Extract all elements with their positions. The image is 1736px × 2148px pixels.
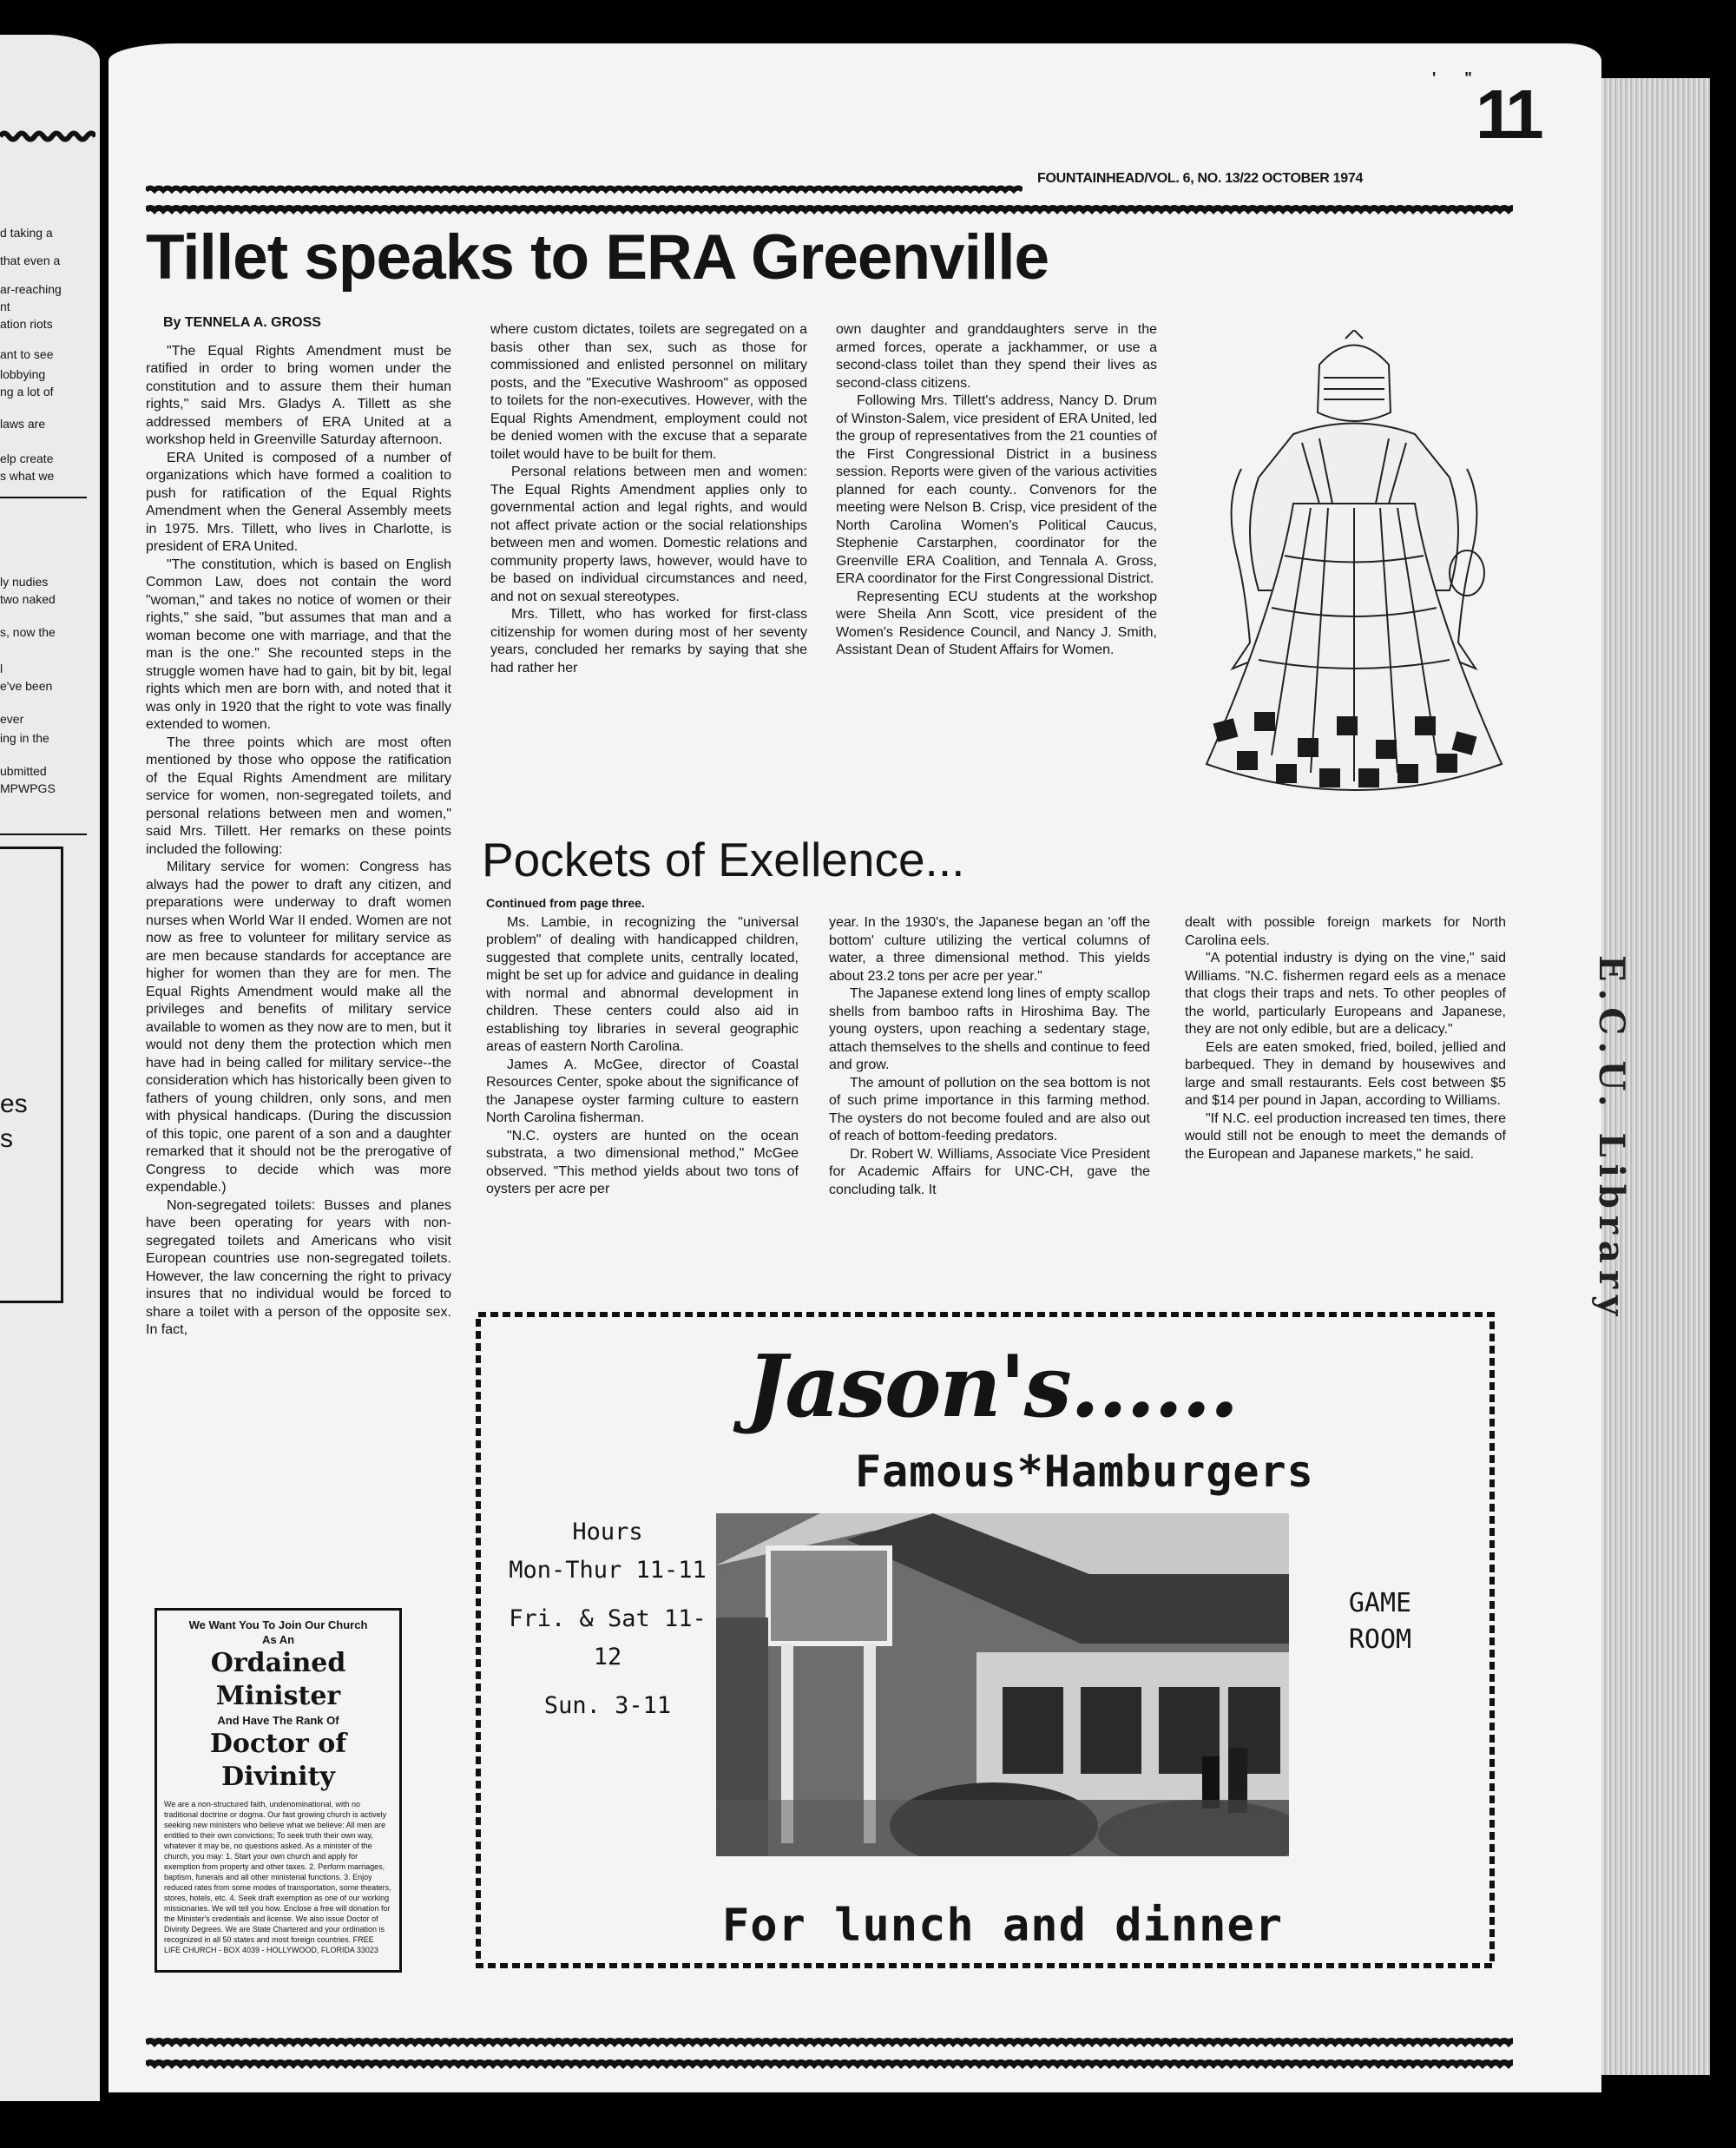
paragraph: Following Mrs. Tillett's address, Nancy D. Drum of Winston-Salem, vice president of ERA United, led the group of representatives from the 21 counties of the First Congressional District in a business session. Reports were given of the various activities planned for each county.. Convenors for the meeting were Nelson B. Crisp, vice president of the North Carolina Women's Political Caucus, Stephenie Carstarphen, coordinator for the Greenville ERA Coalition, and Tennala A. Gross, ERA coordinator for the First Congressional District. <box>836 393 1157 586</box>
paragraph: "The Equal Rights Amendment must be ratified in order to bring women under the constitution and to assure them their human rights," said Mrs. Gladys A. Tillett as she addressed members of ERA United at a workshop held in Greenville Saturday afternoon. <box>146 343 451 447</box>
church-ad-line: And Have The Rank Of <box>217 1714 339 1727</box>
headline-tillet: Tillet speaks to ERA Greenville <box>146 222 1049 293</box>
wavy-rule-bottom <box>146 2034 1513 2046</box>
jasons-tagline: Famous*Hamburgers <box>855 1446 1314 1497</box>
church-ad-title: Ordained Minister <box>210 1648 346 1711</box>
wavy-rule-bottom-2 <box>146 2056 1513 2068</box>
restaurant-photo <box>716 1513 1289 1856</box>
armor-dress-illustration <box>1189 330 1519 816</box>
page-number: 11 <box>1476 76 1539 153</box>
article1-column-1 <box>146 314 451 1340</box>
church-ad-fine-print: We are a non-structured faith, undenominational, with no traditional doctrine or dogma. Our fast growing church is actively seeking new ministers who believe what we believe: All men are entitled to their own convictions; To seek truth their own way, whatever it may be, no questions asked. As a minister of the church, you may: 1. Start your own church and apply for exemption from property and other taxes. 2. Perform marriages, baptism, funerals and all other ministerial functions. 3. Enjoy reduced rates from some modes of transportation, some theaters, stores, hotels, etc. 4. Seek draft exemption as one of our working missionaries. We will tell you how. Enclose a free will donation for the Minister's credentials and license. We also issue Doctor of Divinity Degrees. We are State Chartered and your ordination is recognized in all 50 states and most foreign countries. FREE LIFE CHURCH - BOX 4039 - HOLLYWOOD, FLORIDA 33023 <box>164 1800 391 1954</box>
paragraph: Military service for women: Congress has always had the power to draft any citizen, and preparations were underway to draft women nurses when World War II ended. Women are not now as free to volunteer for military service as are men because standards for acceptance are higher for women than they are for men. The Equal Rights Amendment would make all the privileges and benefits of military service available to women as they now are to men, but it would not deny them the protection which men have had in being called for military service--the consideration which has historically been given to fathers of young children, only sons, and men with physical handicaps. (During the discussion of this topic, one parent of a son and a daughter remarked that it should not be the prerogative of Congress to decide which was more expendable.) <box>146 860 451 1195</box>
paragraph: Personal relations between men and women: The Equal Rights Amendment applies only to governmental action and legal rights, and would not affect private action or the social relationships between men and women. Domestic relations and community property laws, however, would have to be based on individual circumstances and need, and not on sexual stereotypes. <box>490 465 807 604</box>
paragraph: "N.C. oysters are hunted on the ocean substrata, a two dimensional method," McGee observed. "This method yields about two tons of oysters per acre per <box>486 1128 799 1196</box>
left-text: that even a <box>0 254 61 267</box>
paragraph: "If N.C. eel production increased ten times, there would still not be enough to meet the demands of the European and Japanese markets," he said. <box>1185 1110 1506 1162</box>
left-text: s, now the <box>0 625 56 639</box>
left-text: two naked <box>0 592 56 606</box>
left-text: s what we <box>0 469 55 483</box>
left-text: nt <box>0 300 10 313</box>
paragraph: Mrs. Tillett, who has worked for first-class citizenship for women during most of her seventy years, concluded her remarks by saying that she had rather her <box>490 607 807 675</box>
top-marks: ' " <box>1432 69 1484 87</box>
byline: By TENNELA A. GROSS <box>163 315 321 330</box>
article1-column-2 <box>490 321 807 677</box>
paragraph: The three points which are most often mentioned by those who oppose the ratification of the Equal Rights Amendment are military service for women, non-segregated toilets, and personal relations between men and women," said Mrs. Tillett. Her remarks on these points included the following: <box>146 735 451 857</box>
facing-page-fragment <box>0 35 100 2101</box>
paragraph: year. In the 1930's, the Japanese began an 'off the bottom' culture utilizing the vertical columns of water, a three dimensional method. This yields about 23.2 tons per acre per year." <box>829 915 1150 984</box>
paragraph: Representing ECU students at the workshop were Sheila Ann Scott, vice president of the Women's Residence Council, and Nancy J. Smith, Assistant Dean of Student Affairs for Women. <box>836 589 1157 657</box>
left-text: l <box>0 662 3 675</box>
church-ad-title: Doctor of Divinity <box>209 1729 347 1792</box>
paragraph: "The constitution, which is based on English Common Law, does not contain the word "woman," and takes no notice of women or their rights," she said, "but assumes that man and a woman become one with marriage, and that the man is the one." She recounted steps in the struggle women have had to gain, bit by bit, legal rights which men are born with, and noted that it was only in 1920 that the right to vote was finally extended to women. <box>146 557 451 732</box>
jasons-footer: For lunch and dinner <box>721 1900 1284 1952</box>
headline-pockets: Pockets of Exellence... <box>482 833 965 886</box>
hours-line: Mon-Thur 11-11 <box>509 1557 707 1584</box>
left-text: ing in the <box>0 731 49 745</box>
church-ad-line: We Want You To Join Our Church <box>188 1618 368 1631</box>
left-text: ar-reaching <box>0 282 62 296</box>
paragraph: "A potential industry is dying on the vine," said Williams. "N.C. fishermen regard eels as a menace that clogs their traps and nets. To other peoples of the world, particularly Europeans and Japanese, they are not only edible, but are a delicacy." <box>1185 951 1506 1037</box>
left-text: ubmitted <box>0 764 47 778</box>
masthead: FOUNTAINHEAD/VOL. 6, NO. 13/22 OCTOBER 1974 <box>1037 171 1364 186</box>
article2-column-1 <box>486 894 799 1199</box>
left-text: elp create <box>0 451 54 465</box>
divider <box>0 497 87 498</box>
hours-block <box>508 1513 707 1725</box>
paragraph: ERA United is composed of a number of organizations which have formed a coalition to push for ratification of the Equal Rights Amendment when the General Assembly meets in 1975. Mrs. Tillett, who lives in Charlotte, is president of ERA United. <box>146 450 451 554</box>
left-text: ng a lot of <box>0 385 54 399</box>
article2-column-3 <box>1185 914 1506 1163</box>
left-ad-box <box>0 847 63 1303</box>
wavy-rule <box>0 130 95 142</box>
wavy-rule-top <box>146 201 1513 214</box>
left-text: MPWPGS <box>0 781 56 795</box>
article2-column-2 <box>829 914 1150 1199</box>
left-text: ever <box>0 712 24 726</box>
paragraph: Ms. Lambie, in recognizing the "universal problem" of dealing with handicapped children, suggested that complete units, centrally located, might be set up for advice and guidance in dealing with normal and abnormal development in children. These centers could also aid in establishing toy libraries in several geographic areas of eastern North Carolina. <box>486 914 799 1054</box>
left-text: ant to see <box>0 347 54 361</box>
left-text: ation riots <box>0 317 53 331</box>
article1-column-3 <box>836 321 1157 660</box>
wavy-rule-top-left <box>146 184 1023 196</box>
left-text: ly nudies <box>0 575 49 589</box>
paragraph: Non-segregated toilets: Busses and planes have been operating for years with non-segregated toilets and Americans who visit European countries use non-segregated toilets. However, the law concerning the right to privacy insures that no individual would be forced to share a toilet with a person of the opposite sex. In fact, <box>146 1197 451 1337</box>
paragraph: James A. McGee, director of Coastal Resources Center, spoke about the significance of the Janapese oyster farming culture to eastern North Carolina fisherman. <box>486 1057 799 1125</box>
paragraph: The amount of pollution on the sea bottom is not of such prime importance in this farming method. The oysters do not become fouled and are also out of reach of bottom-feeding predators. <box>829 1075 1150 1143</box>
paragraph: where custom dictates, toilets are segregated on a basis other than sex, such as those for commissioned and enlisted personnel on military posts, and the "Executive Washroom" as opposed to toilets for the non-executives. However, with the Equal Rights Amendment, employment could not be denied women with the excuse that a separate toilet would have to be built for them. <box>490 322 807 462</box>
library-stamp: E.C.U. Library <box>1591 955 1632 1323</box>
church-ad <box>155 1608 402 1973</box>
left-text: d taking a <box>0 226 53 240</box>
hours-line: Sun. 3-11 <box>543 1692 672 1719</box>
paragraph: dealt with possible foreign markets for North Carolina eels. <box>1185 915 1506 948</box>
church-ad-line: As An <box>261 1633 295 1646</box>
left-text: e've been <box>0 679 53 693</box>
game-room-line: GAME <box>1348 1588 1412 1618</box>
game-room-label <box>1319 1585 1441 1658</box>
jasons-logo: Jason's...... <box>746 1337 1238 1437</box>
paragraph: Eels are eaten smoked, fried, boiled, jellied and barbequed. They in demand by housewives and large and small restaurants. Eels cost between $5 and $14 per pound in Japan, according to Williams. <box>1185 1039 1506 1108</box>
left-text: lobbying <box>0 367 46 381</box>
game-room-line: ROOM <box>1348 1624 1412 1655</box>
left-text: es <box>0 1090 28 1118</box>
left-text: laws are <box>0 417 46 431</box>
jasons-ad <box>473 1309 1497 1971</box>
paragraph: Dr. Robert W. Williams, Associate Vice President for Academic Affairs for UNC-CH, gave the concluding talk. It <box>829 1146 1150 1197</box>
hours-line: Fri. & Sat 11-12 <box>509 1605 707 1670</box>
paragraph: The Japanese extend long lines of empty scallop shells from bamboo rafts in Hiroshima Bay. The young oysters, upon reaching a sedentary stage, attach themselves to the shells and continue to feed and grow. <box>829 986 1150 1072</box>
left-text: s <box>0 1124 13 1153</box>
divider <box>0 834 87 835</box>
continued-note: Continued from page three. <box>486 896 645 910</box>
hours-title: Hours <box>572 1519 643 1545</box>
paragraph: own daughter and granddaughters serve in the armed forces, operate a jackhammer, or use a second-class toilet than they spend their lives as second-class citizens. <box>836 322 1157 391</box>
